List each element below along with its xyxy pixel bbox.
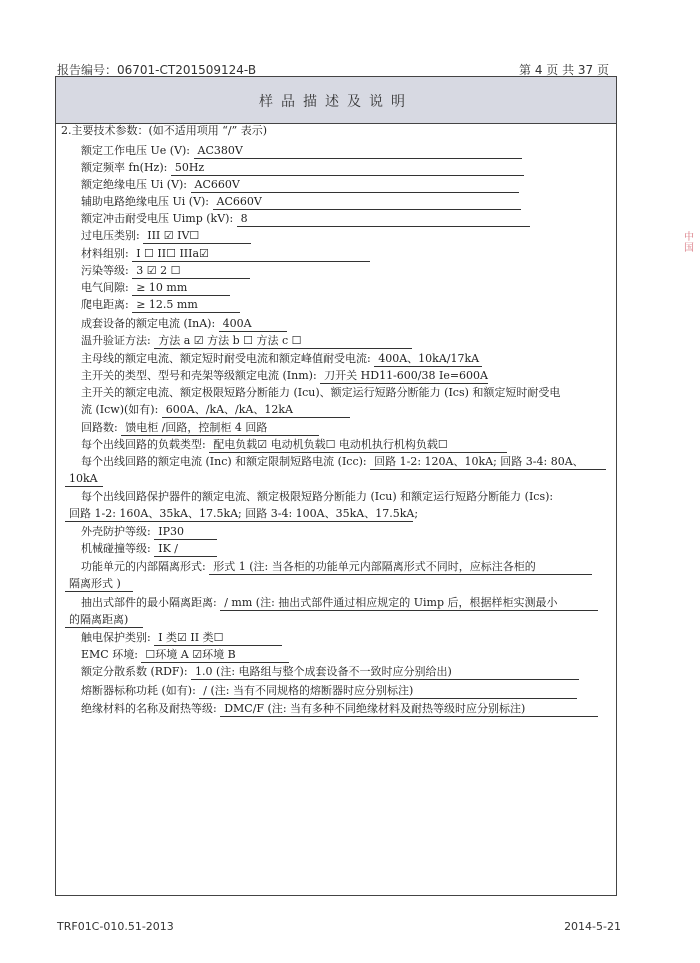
outgoing-rated-current-cont: 10kA [65,472,103,487]
footer-date: 2014-5-21 [564,920,621,933]
clearance: 电气间隙: ≥ 10 mm [81,281,230,296]
internal-separation-cont: 隔离形式 ) [65,577,133,592]
temp-rise-method: 温升验证方法: 方法 a ☑ 方法 b ☐ 方法 c ☐ [81,334,412,349]
insulation-material: 绝缘材料的名称及耐热等级: DMC/F (注: 当有多种不同绝缘材料及耐热等级时应分别标注) [81,702,598,717]
material-group: 材料组别: I ☐ II☐ IIIa☑ [81,247,370,262]
protective-device-ratings-2: 回路 1-2: 160A、35kA、17.5kA; 回路 3-4: 100A、35kA、17.5kA; [65,507,413,522]
outgoing-rated-current: 每个出线回路的额定电流 (Inc) 和额定限制短路电流 (Icc): 回路 1-2: 120A、10kA; 回路 3-4: 80A、 [81,455,606,470]
circuit-count: 回路数: 馈电柜 /回路，控制柜 4 回路 [81,421,319,436]
enclosure-protection: 外壳防护等级: IP30 [81,525,217,540]
creepage: 爬电距离: ≥ 12.5 mm [81,298,240,313]
main-switch-ratings-2: 流 (Icw)(如有): 600A、/kA、/kA、12kA [81,403,350,418]
load-type: 每个出线回路的负载类型: 配电负载☑ 电动机负载☐ 电动机执行机构负载☐ [81,438,507,453]
rated-operating-voltage: 额定工作电压 Ue (V): AC380V [81,144,522,159]
mechanical-impact: 机械碰撞等级: IK / [81,542,217,557]
fuse-power-loss: 熔断器标称功耗 (如有): / (注: 当有不同规格的熔断器时应分别标注) [81,684,577,699]
page-indicator: 第 4 页 共 37 页 [519,63,609,77]
main-busbar-current: 主母线的额定电流、额定短时耐受电流和额定峰值耐受电流: 400A、10kA/17kA [81,352,482,367]
title-band [56,77,616,124]
withdrawable-isolation: 抽出式部件的最小隔离距离: / mm (注: 抽出式部件通过相应规定的 Uimp 后，根据样柜实测最小 [81,596,598,611]
report-number: 报告编号：06701-CT201509124-B [57,63,257,77]
protective-device-ratings-1: 每个出线回路保护器件的额定电流、额定极限短路分断能力 (Icu) 和额定运行短路分断能力 (Ics): [81,490,554,503]
seal-stamp: 中国 [684,232,694,254]
rated-impulse-voltage: 额定冲击耐受电压 Uimp (kV): 8 [81,212,530,227]
params-heading: 2.主要技术参数：(如不适用项用 “/” 表示) [61,124,268,137]
emc-environment: EMC 环境: ☐环境 A ☑环境 B [81,648,289,663]
internal-separation: 功能单元的内部隔离形式: 形式 1 (注: 当各柜的功能单元内部隔离形式不同时，应标注各柜的 [81,560,592,575]
withdrawable-isolation-cont: 的隔离距离) [65,613,143,628]
main-switch-ratings-1: 主开关的额定电流、额定极限短路分断能力 (Icu)、额定运行短路分断能力 (Ics) 和额定短时耐受电 [81,386,561,399]
shock-protection-class: 触电保护类别: I 类☑ II 类☐ [81,631,282,646]
rated-frequency: 额定频率 fn(Hz): 50Hz [81,161,524,176]
main-switch-type: 主开关的类型、型号和壳架等级额定电流 (Inm): 刀开关 HD11-600/38 Ie=600A [81,369,488,382]
pollution-degree: 污染等级: 3 ☑ 2 ☐ [81,264,250,279]
overvoltage-category: 过电压类别: III ☑ IV☐ [81,229,251,244]
aux-circuit-insulation-voltage: 辅助电路绝缘电压 Ui (V): AC660V [81,195,521,210]
rated-insulation-voltage: 额定绝缘电压 Ui (V): AC660V [81,178,519,193]
rated-current-ina: 成套设备的额定电流 (InA): 400A [81,317,287,332]
form-number: TRF01C-010.51-2013 [57,920,174,933]
section-title: 样品描述及说明 [259,94,413,110]
rdf: 额定分散系数 (RDF): 1.0 (注: 电路组与整个成套设备不一致时应分别给出) [81,665,579,680]
